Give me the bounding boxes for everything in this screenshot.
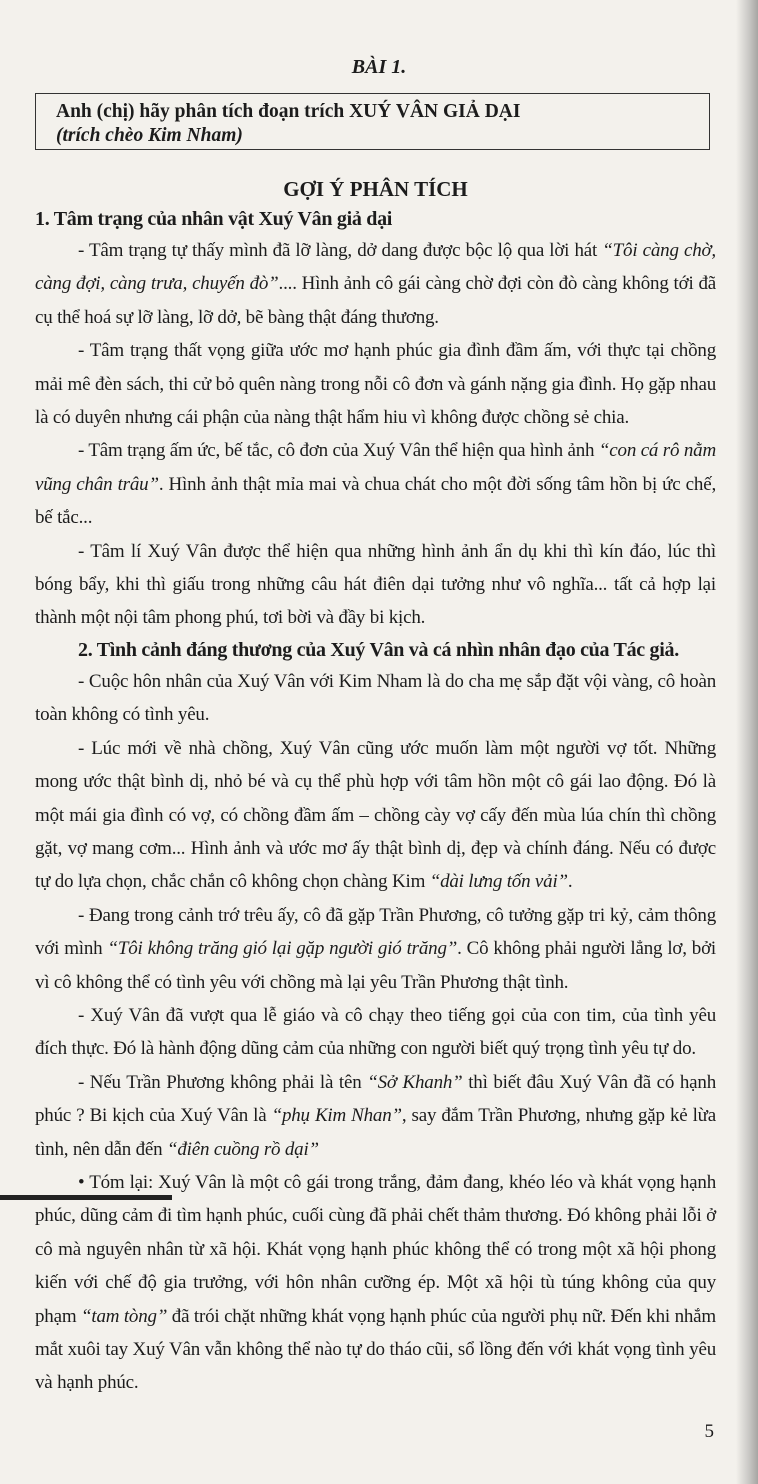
paragraph (35, 999, 716, 1066)
section-heading: 1. Tâm trạng của nhân vật Xuý Vân giả dại (35, 208, 393, 230)
text-segment: - Tâm lí Xuý Vân được thể hiện qua những hình ảnh ẩn dụ khi thì kín đáo, lúc thì bóng bẩy, khi thì giấu trong những câu hát điên dại tưởng như vô nghĩa... tất cả hợp lại thành một nội tâm phong phú, tơi bời và đầy bi kịch. (35, 540, 716, 629)
text-segment: . Cô không phải người lẳng lơ, bởi vì cô không thể có tình yêu với chồng mà lại yêu Trần Phương thật tình. (35, 938, 717, 993)
text-segment: đã trói chặt những khát vọng hạnh phúc của người phụ nữ. Đến khi nhắm mắt xuôi tay Xuý Vân vẫn không thể nào tự do tháo cũi, sổ lồng đến với khát vọng tình yêu và hạnh phúc. (35, 1305, 716, 1394)
paragraph (35, 334, 716, 434)
paragraph (35, 665, 716, 732)
quoted-phrase: “Tôi không trăng gió lại gặp người gió trăng” (107, 938, 458, 960)
text-segment: . (567, 871, 573, 893)
text-segment: - Cuộc hôn nhân của Xuý Vân với Kim Nham là do cha mẹ sắp đặt vội vàng, cô hoàn toàn không có tình yêu. (35, 670, 716, 726)
paragraph (35, 535, 716, 635)
paragraph (35, 899, 716, 999)
text-segment: . Hình ảnh thật mỉa mai và chua chát cho một đời sống tâm hồn bị ức chế, bế tắc... (35, 473, 716, 529)
quoted-phrase: “dài lưng tốn vải” (429, 871, 568, 893)
quoted-phrase: “tam tòng” (81, 1305, 168, 1327)
paragraph (35, 434, 716, 534)
quoted-phrase: “Sở Khanh” (367, 1071, 463, 1093)
text-segment: - Lúc mới về nhà chồng, Xuý Vân cũng ước muốn làm một người vợ tốt. Những mong ước thật bình dị, nhỏ bé và cụ thể phù hợp với tâm hồn một cô gái lao động. Đó là một mái gia đình có vợ, có chồng đầm ấm – chồng cày vợ cấy đến mùa lúa chín thì chồng gặt, vợ mang cơm... Hình ảnh và ước mơ ấy thật bình dị, đẹp và chính đáng. Nếu có được tự do lựa chọn, chắc chắn cô không chọn chàng Kim (35, 737, 716, 893)
quoted-phrase: “phụ Kim Nhan” (271, 1105, 402, 1127)
text-segment: - Tâm trạng tự thấy mình đã lỡ làng, dở dang được bộc lộ qua lời hát (78, 240, 603, 261)
sections (35, 204, 716, 1400)
text-segment: thì biết đâu Xuý Vân đã có hạnh phúc ? Bi kịch của Xuý Vân là (35, 1071, 716, 1127)
paragraph (35, 1166, 716, 1400)
quoted-phrase: “con cá rô nằm vũng chân trâu” (35, 440, 717, 495)
analysis-heading: GỢI Ý PHÂN TÍCH (283, 177, 468, 201)
quoted-phrase: “Tôi càng chờ, càng đợi, càng trưa, chuyến đò” (35, 240, 716, 295)
lesson-label: BÀI 1. (351, 56, 407, 78)
text-segment: .... Hình ảnh cô gái càng chờ đợi còn đò càng không tới đã cụ thể hoá sự lỡ làng, lỡ dở, bẽ bàng thật đáng thương. (35, 273, 716, 328)
text-segment: • Tóm lại: Xuý Vân là một cô gái trong trắng, đảm đang, khéo léo và khát vọng hạnh phúc, dũng cảm đi tìm hạnh phúc, cuối cùng đã phải chết thảm thương. Đó không phải lỗi ở cô mà nguyên nhân từ xã hội. Khát vọng hạnh phúc không thể có trong một xã hội phong kiến với chế độ gia trưởng, với hôn nhân cưỡng ép. Một xã hội tù túng không của quy phạm (35, 1171, 716, 1327)
text-segment: - Đang trong cảnh trớ trêu ấy, cô đã gặp Trần Phương, cô tưởng gặp tri kỷ, cảm thông với mình (35, 904, 716, 960)
text-segment: - Tâm trạng ấm ức, bế tắc, cô đơn của Xuý Vân thể hiện qua hình ảnh (78, 440, 599, 462)
paragraph (35, 732, 716, 899)
page-number: 5 (704, 1420, 714, 1442)
quoted-phrase: “điên cuồng rồ dại” (167, 1138, 319, 1160)
prompt-title: Anh (chị) hãy phân tích đoạn trích XUÝ VÂN GIẢ DẠI (56, 101, 521, 122)
prompt-subtitle: (trích chèo Kim Nham) (56, 125, 243, 146)
paragraph (35, 1066, 716, 1166)
section-heading: 2. Tình cảnh đáng thương của Xuý Vân và cá nhìn nhân đạo của Tác giả. (78, 638, 679, 661)
text-segment: - Tâm trạng thất vọng giữa ước mơ hạnh phúc gia đình đầm ấm, với thực tại chồng mải mê đèn sách, thi cử bỏ quên nàng trong nỗi cô đơn và gánh nặng gia đình. Họ gặp nhau là có duyên nhưng cái phận của nàng thật hẩm hiu vì không được chồng sẻ chia. (35, 340, 716, 429)
paragraph (35, 234, 716, 334)
text-segment: - Xuý Vân đã vượt qua lễ giáo và cô chạy theo tiếng gọi của con tim, của tình yêu đích thực. Đó là hành động dũng cảm của những con người biết quý trọng tình yêu tự do. (35, 1004, 716, 1060)
analysis-content (35, 0, 716, 1484)
text-segment: , say đắm Trần Phương, nhưng gặp kẻ lừa tình, nên dẫn đến (35, 1105, 716, 1160)
text-segment: - Nếu Trần Phương không phải là tên (78, 1071, 368, 1093)
page-edge-shadow (736, 0, 758, 1484)
